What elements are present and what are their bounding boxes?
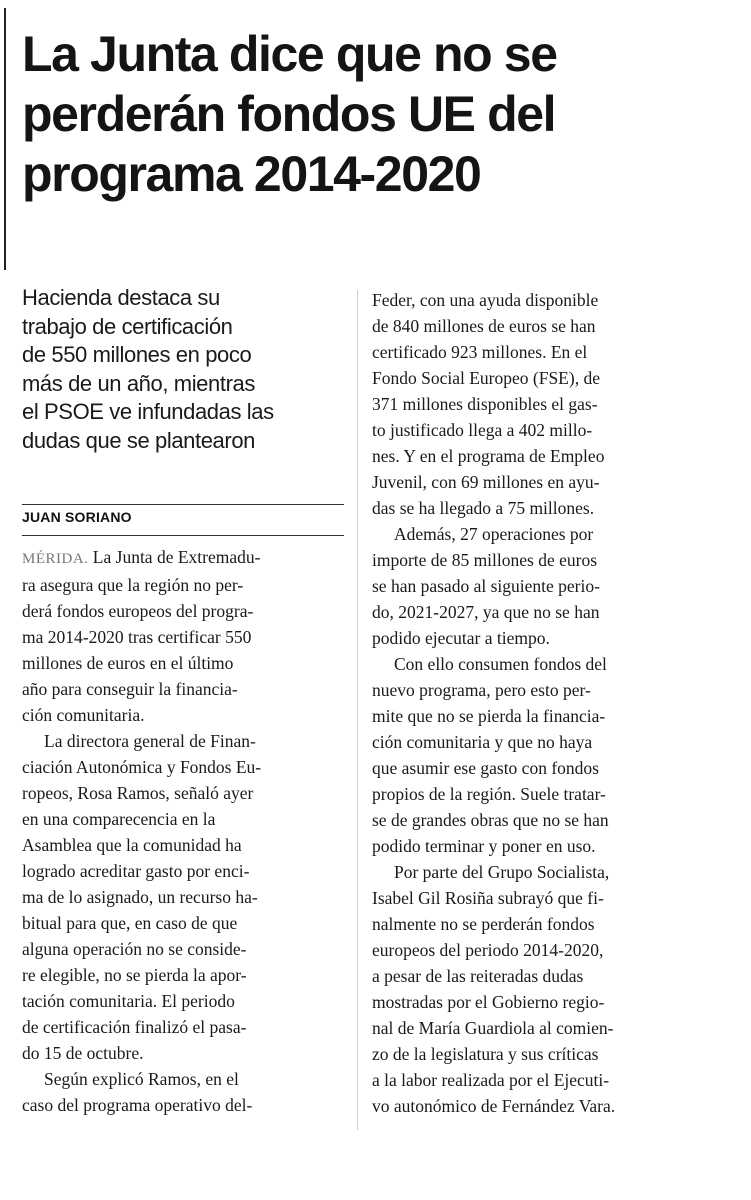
headline-line: La Junta dice que no se bbox=[22, 26, 557, 82]
body-column-right bbox=[372, 287, 702, 1119]
body-line: a pesar de las reiteradas dudas bbox=[372, 966, 584, 986]
subheadline bbox=[22, 284, 354, 455]
body-line: millones de euros en el último bbox=[22, 653, 234, 673]
column-divider bbox=[357, 290, 358, 1130]
body-line: logrado acreditar gasto por enci- bbox=[22, 861, 250, 881]
subhead-line: trabajo de certificación bbox=[22, 313, 233, 339]
body-line: Juvenil, con 69 millones en ayu- bbox=[372, 472, 600, 492]
body-line: do 15 de octubre. bbox=[22, 1043, 144, 1063]
byline: JUAN SORIANO bbox=[22, 509, 132, 525]
body-line: Asamblea que la comunidad ha bbox=[22, 835, 242, 855]
body-line: Con ello consumen fondos del bbox=[394, 654, 607, 674]
subhead-line: dudas que se plantearon bbox=[22, 427, 255, 453]
body-line: a la labor realizada por el Ejecuti- bbox=[372, 1070, 610, 1090]
body-line: que asumir ese gasto con fondos bbox=[372, 758, 599, 778]
body-line: Feder, con una ayuda disponible bbox=[372, 290, 599, 310]
body-line: Isabel Gil Rosiña subrayó que fi- bbox=[372, 888, 604, 908]
subhead-line: el PSOE ve infundadas las bbox=[22, 399, 274, 424]
subhead-line: de 550 millones en poco bbox=[22, 342, 252, 367]
body-line: mostradas por el Gobierno regio- bbox=[372, 992, 605, 1012]
body-line: Por parte del Grupo Socialista, bbox=[394, 862, 610, 882]
body-line: alguna operación no se conside- bbox=[22, 939, 247, 959]
body-line: ma 2014-2020 tras certificar 550 bbox=[22, 627, 252, 647]
body-line: vo autonómico de Fernández Vara. bbox=[372, 1096, 616, 1116]
body-line-text: La Junta de Extremadu- bbox=[88, 547, 261, 567]
body-line: re elegible, no se pierda la apor- bbox=[22, 965, 247, 985]
body-line: certificado 923 millones. En el bbox=[372, 342, 588, 362]
body-line: ción comunitaria y que no haya bbox=[372, 732, 593, 752]
body-line: Además, 27 operaciones por bbox=[394, 524, 594, 544]
headline-line: programa 2014-2020 bbox=[22, 146, 481, 202]
body-line: bitual para que, en caso de que bbox=[22, 913, 238, 933]
body-line: mite que no se pierda la financia- bbox=[372, 706, 606, 726]
body-line: año para conseguir la financia- bbox=[22, 679, 238, 699]
body-line: se han pasado al siguiente perio- bbox=[372, 576, 600, 596]
body-line: propios de la región. Suele tratar- bbox=[372, 784, 606, 804]
body-line: nuevo programa, pero esto per- bbox=[372, 680, 591, 700]
body-line: ción comunitaria. bbox=[22, 705, 145, 725]
body-line: to justificado llega a 402 millo- bbox=[372, 420, 593, 440]
dateline: MÉRIDA. bbox=[22, 551, 89, 567]
body-line: derá fondos europeos del progra- bbox=[22, 601, 254, 621]
body-line: das se ha llegado a 75 millones. bbox=[372, 498, 595, 518]
body-line: nes. Y en el programa de Empleo bbox=[372, 446, 605, 466]
body-line: do, 2021-2027, ya que no se han bbox=[372, 602, 600, 622]
body-line: ciación Autonómica y Fondos Eu- bbox=[22, 757, 262, 777]
body-line: caso del programa operativo del- bbox=[22, 1095, 253, 1115]
subhead-line: más de un año, mientras bbox=[22, 370, 255, 396]
headline bbox=[22, 24, 742, 204]
body-column-left bbox=[22, 544, 346, 1118]
headline-line: perderán fondos UE del bbox=[22, 86, 556, 142]
body-line: tación comunitaria. El periodo bbox=[22, 991, 235, 1011]
body-line: importe de 85 millones de euros bbox=[372, 550, 598, 570]
body-line: de certificación finalizó el pasa- bbox=[22, 1017, 247, 1037]
byline-divider-bottom bbox=[22, 535, 344, 536]
left-margin-rule bbox=[4, 8, 6, 270]
body-line: nalmente no se perderán fondos bbox=[372, 914, 595, 934]
body-line: 371 millones disponibles el gas- bbox=[372, 394, 598, 414]
body-line: ma de lo asignado, un recurso ha- bbox=[22, 887, 258, 907]
body-line: nal de María Guardiola al comien- bbox=[372, 1018, 614, 1038]
body-line: se de grandes obras que no se han bbox=[372, 810, 609, 830]
body-line: en una comparecencia en la bbox=[22, 809, 216, 829]
body-line: zo de la legislatura y sus críticas bbox=[372, 1044, 599, 1064]
body-line: Fondo Social Europeo (FSE), de bbox=[372, 368, 600, 388]
body-line: La directora general de Finan- bbox=[44, 731, 256, 751]
subhead-line: Hacienda destaca su bbox=[22, 285, 220, 310]
body-line: de 840 millones de euros se han bbox=[372, 316, 596, 336]
body-line: Según explicó Ramos, en el bbox=[44, 1069, 239, 1089]
body-line: podido terminar y poner en uso. bbox=[372, 836, 596, 856]
byline-divider-top bbox=[22, 504, 344, 505]
body-line bbox=[22, 544, 346, 572]
body-line: ropeos, Rosa Ramos, señaló ayer bbox=[22, 783, 254, 803]
body-line: ra asegura que la región no per- bbox=[22, 575, 244, 595]
body-line: europeos del periodo 2014-2020, bbox=[372, 940, 604, 960]
body-line: podido ejecutar a tiempo. bbox=[372, 628, 550, 648]
